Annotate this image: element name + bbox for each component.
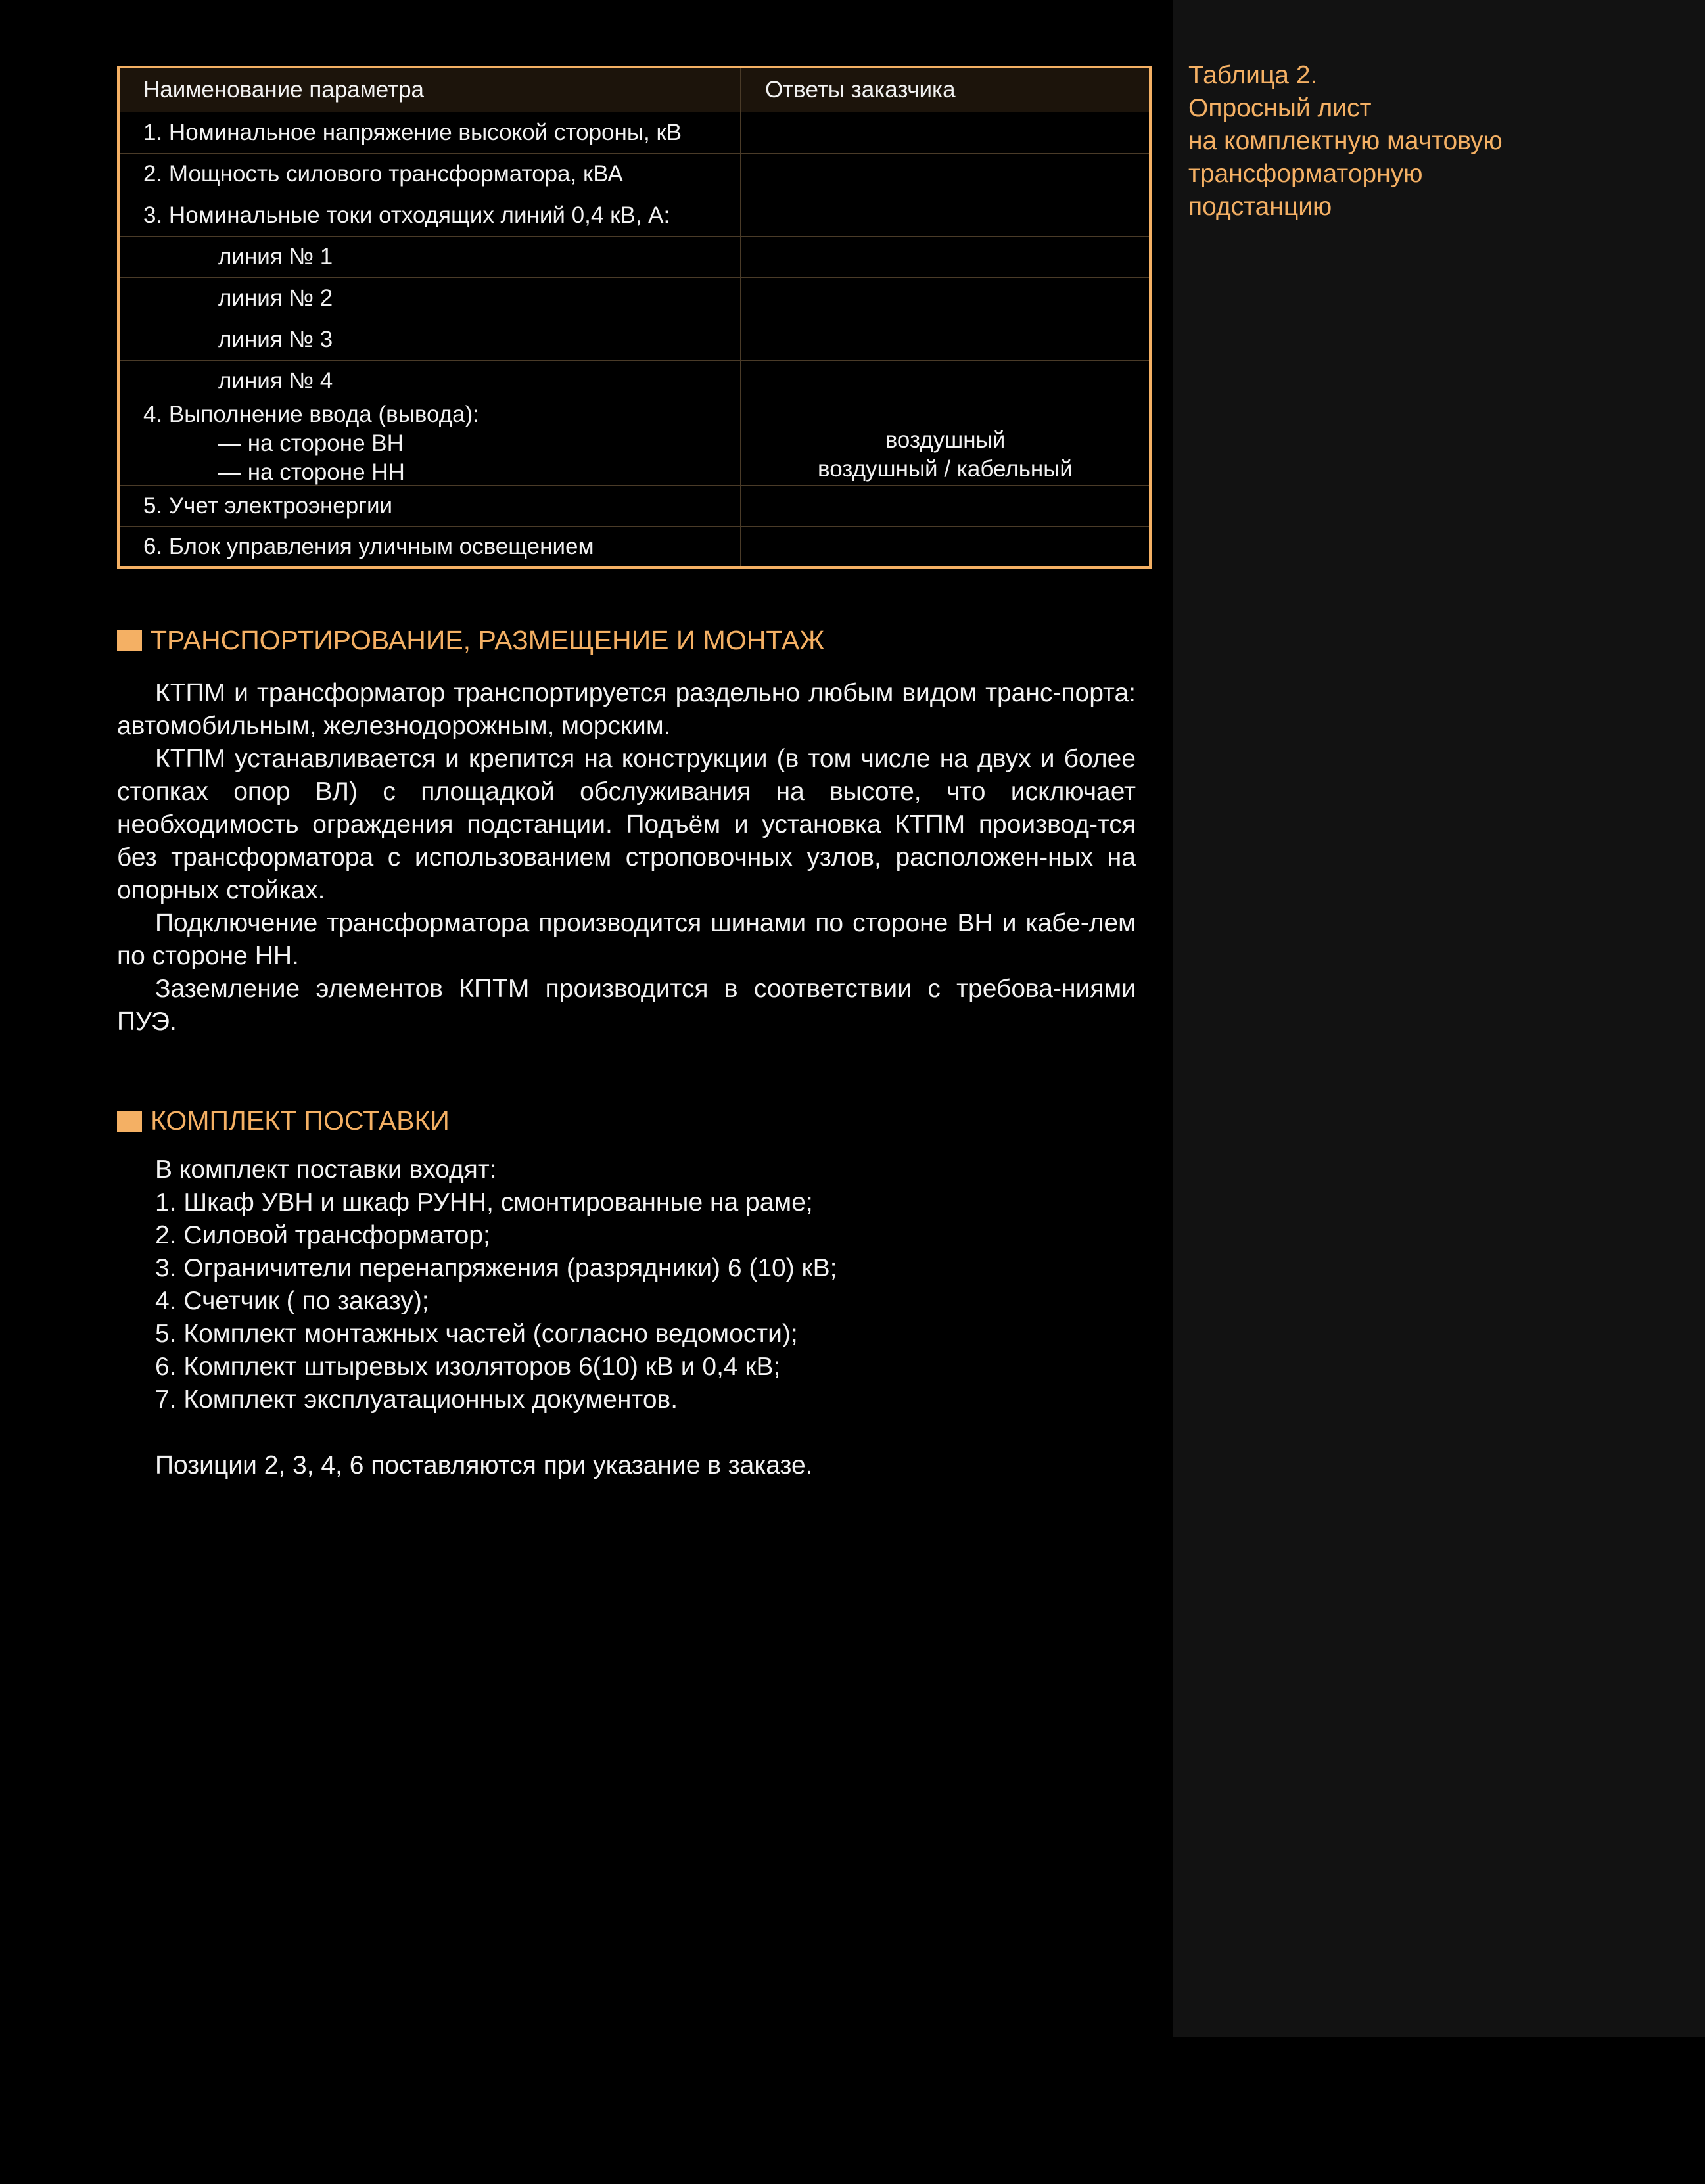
- table-row-param: линия № 1: [120, 237, 741, 278]
- list-item: 7. Комплект эксплуатационных документов.: [155, 1385, 678, 1414]
- list-item: 4. Счетчик ( по заказу);: [155, 1287, 429, 1315]
- answer-value: воздушный: [885, 427, 1006, 453]
- paragraph: КТПМ устанавливается и крепится на конструкции (в том числе на двух и более стопках опор ВЛ) с площадкой обслуживания на высоте, что исключает необходимость ограждения подстанции. Подъём и установка КТПМ производ-тся без трансформатора с использованием строповочных узлов, расположен-ных на опорных стойках.: [117, 745, 1136, 904]
- param-subline: — на стороне НН: [218, 459, 405, 485]
- list-item: 5. Комплект монтажных частей (согласно ведомости);: [155, 1320, 798, 1348]
- table-row-param: 2. Мощность силового трансформатора, кВА: [120, 154, 741, 195]
- list-item: 3. Ограничители перенапряжения (разрядники) 6 (10) кВ;: [155, 1254, 837, 1282]
- param-subline: — на стороне ВН: [218, 430, 404, 456]
- list-item: 6. Комплект штыревых изоляторов 6(10) кВ и 0,4 кВ;: [155, 1353, 781, 1381]
- side-panel: [1173, 0, 1705, 2037]
- list-item: 1. Шкаф УВН и шкаф РУНН, смонтированные на раме;: [155, 1188, 813, 1217]
- paragraph: Подключение трансформатора производится шинами по стороне ВН и кабе-лем по стороне НН.: [117, 909, 1136, 970]
- answer-cell[interactable]: [741, 237, 1149, 278]
- table-row-param: 5. Учет электроэнергии: [120, 486, 741, 527]
- column-header-param: Наименование параметра: [120, 68, 741, 112]
- answer-cell[interactable]: [741, 278, 1149, 319]
- paragraph: КТПМ и трансформатор транспортируется раздельно любым видом транс-порта: автомобильным, железнодорожным, морским.: [117, 679, 1136, 740]
- table-row-param: 3. Номинальные токи отходящих линий 0,4 кВ, А:: [120, 195, 741, 237]
- table-caption: [1188, 59, 1648, 223]
- caption-line: на комплектную мачтовую: [1188, 127, 1503, 155]
- column-header-answer: Ответы заказчика: [741, 68, 1149, 112]
- section-title: КОМПЛЕКТ ПОСТАВКИ: [151, 1105, 450, 1136]
- list-intro: В комплект поставки входят:: [155, 1155, 497, 1184]
- caption-line: подстанцию: [1188, 193, 1332, 221]
- caption-line: трансформаторную: [1188, 160, 1423, 188]
- param-text: 4. Выполнение ввода (вывода):: [143, 402, 480, 427]
- answer-cell[interactable]: [741, 402, 1149, 486]
- answer-cell[interactable]: [741, 527, 1149, 566]
- caption-line: Таблица 2.: [1188, 61, 1318, 89]
- delivery-note: Позиции 2, 3, 4, 6 поставляются при указание в заказе.: [155, 1451, 813, 1479]
- answer-cell[interactable]: [741, 112, 1149, 154]
- table-row-param: 6. Блок управления уличным освещением: [120, 527, 741, 566]
- answer-cell[interactable]: [741, 154, 1149, 195]
- delivery-list: [155, 1153, 1141, 1416]
- questionnaire-table: [117, 66, 1152, 569]
- answer-cell[interactable]: [741, 195, 1149, 237]
- section-heading-delivery: [117, 1105, 450, 1136]
- square-bullet-icon: [117, 1111, 142, 1132]
- paragraph: Заземление элементов КПТМ производится в соответствии с требова-ниями ПУЭ.: [117, 975, 1136, 1036]
- table-row-param: линия № 2: [120, 278, 741, 319]
- table-row-param-multi: [120, 402, 741, 486]
- answer-cell[interactable]: [741, 361, 1149, 402]
- answer-value: воздушный / кабельный: [818, 456, 1073, 482]
- caption-line: Опросный лист: [1188, 94, 1372, 122]
- list-item: 2. Силовой трансформатор;: [155, 1221, 490, 1249]
- square-bullet-icon: [117, 630, 142, 651]
- section-title: ТРАНСПОРТИРОВАНИЕ, РАЗМЕЩЕНИЕ И МОНТАЖ: [151, 625, 825, 655]
- answer-cell[interactable]: [741, 319, 1149, 361]
- table-row-param: линия № 4: [120, 361, 741, 402]
- answer-cell[interactable]: [741, 486, 1149, 527]
- table-row-param: 1. Номинальное напряжение высокой стороны, кВ: [120, 112, 741, 154]
- table-row-param: линия № 3: [120, 319, 741, 361]
- section-heading-transport: [117, 625, 824, 656]
